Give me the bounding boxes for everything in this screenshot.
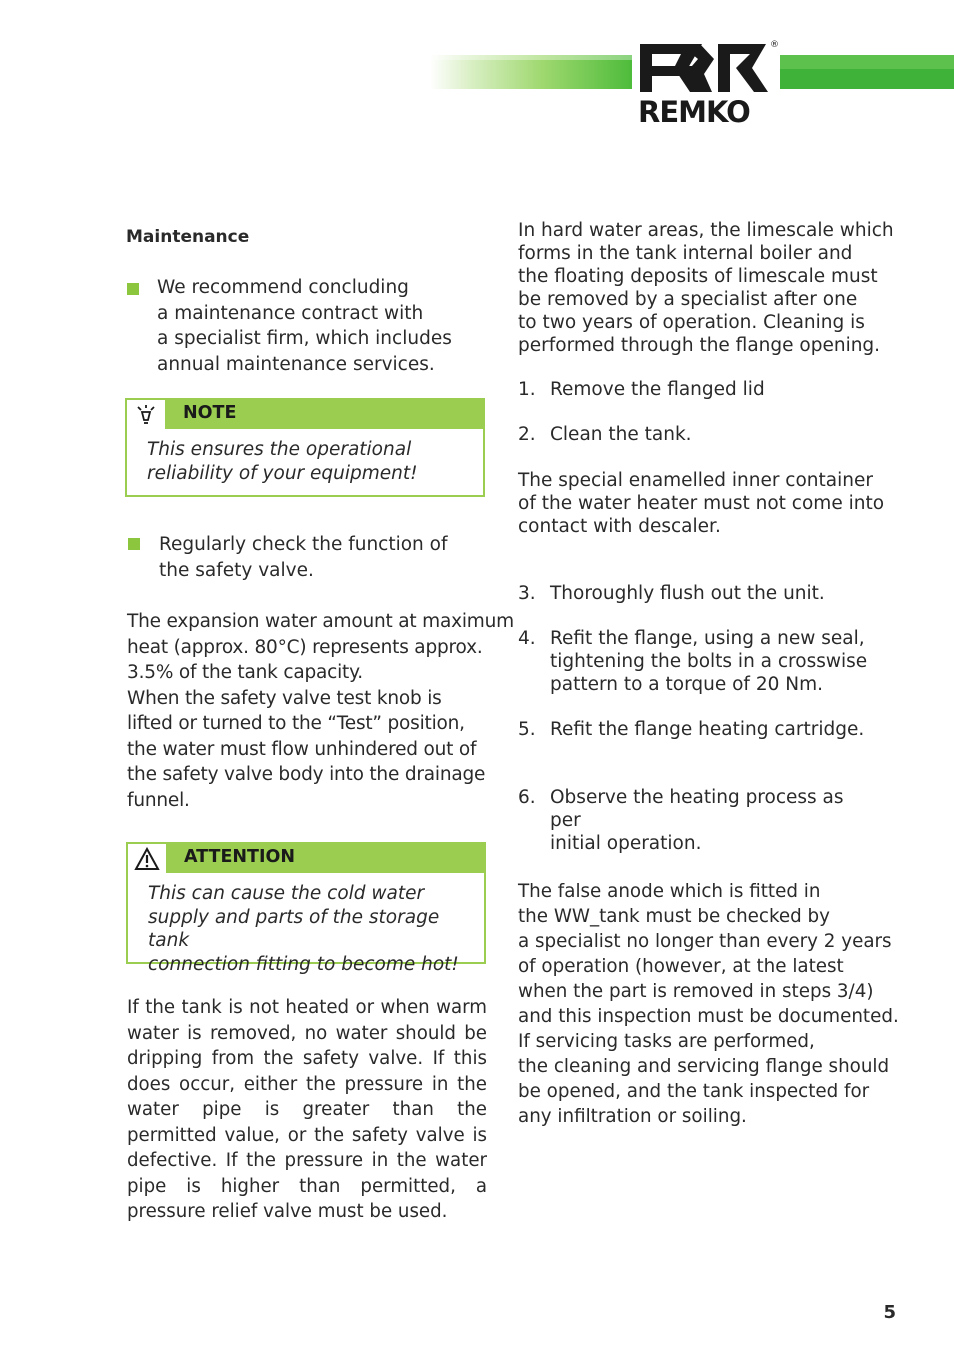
step-text: Observe the heating process as per initial operation.: [550, 787, 844, 854]
step-text: Thoroughly flush out the unit.: [550, 583, 825, 604]
remko-logo: [632, 40, 780, 130]
step-item: [518, 718, 878, 742]
step-number: 1.: [518, 379, 536, 400]
remko-logo-wordmark: REMKO: [638, 95, 750, 129]
header-solid-stripe: [772, 55, 954, 89]
warning-triangle-icon: [128, 844, 168, 873]
header-gradient-stripe: [430, 55, 634, 89]
note-body: This ensures the operational reliability of your equipment!: [147, 439, 418, 484]
enamel-paragraph: The special enamelled inner container of the water heater must not come into contact with descaler.: [518, 470, 885, 537]
note-box: [125, 398, 485, 497]
page-number: 5: [883, 1302, 896, 1323]
expansion-water-paragraph: The expansion water amount at maximum heat (approx. 80°C) represents approx. 3.5% of the tank capacity. When the safety valve test knob is lifted or turned to the “Test” position, the water must flow unhindered out of the safety valve body into the drainage funnel.: [127, 611, 514, 811]
note-header: [127, 400, 483, 429]
bullet-marker: [128, 538, 140, 550]
step-item: [518, 423, 878, 447]
step-text: Clean the tank.: [550, 424, 692, 445]
step-number: 3.: [518, 583, 536, 604]
attention-box: [126, 842, 486, 975]
false-anode-paragraph: The false anode which is fitted in the WW_tank must be checked by a specialist no longer than every 2 years of operation (however, at the latest when the part is removed in steps 3/4) and this inspection must be documented. If servicing tasks are performed, the cleaning and servicing flange should be opened, and the tank inspected for any infiltration or soiling.: [518, 881, 899, 1127]
lightbulb-icon: [127, 400, 167, 429]
section-heading: Maintenance: [126, 227, 250, 247]
limescale-paragraph: In hard water areas, the limescale which forms in the tank internal boiler and the floating deposits of limescale must be removed by a specialist after one to two years of operation. Cleaning is performed through the flange opening.: [518, 220, 894, 356]
note-title: NOTE: [183, 403, 237, 423]
bullet-text-maintenance-contract: We recommend concluding a maintenance contract with a specialist firm, which includes annual maintenance services.: [157, 277, 452, 375]
step-text: Refit the flange, using a new seal, tightening the bolts in a crosswise pattern to a torque of 20 Nm.: [550, 628, 868, 695]
attention-body: This can cause the cold water supply and parts of the storage tank connection fitting to become hot!: [148, 883, 459, 975]
bullet-marker: [127, 283, 139, 295]
attention-title: ATTENTION: [184, 847, 296, 867]
step-text: Remove the flanged lid: [550, 379, 765, 400]
step-item: [518, 378, 878, 402]
step-number: 5.: [518, 719, 536, 740]
step-text: Refit the flange heating cartridge.: [550, 719, 865, 740]
step-item: [518, 582, 878, 606]
step-number: 4.: [518, 628, 536, 649]
registered-mark: ®: [770, 40, 779, 50]
step-item: [518, 627, 878, 697]
bullet-text-safety-valve: Regularly check the function of the safety valve.: [159, 534, 448, 581]
step-number: 6.: [518, 787, 536, 808]
attention-header: [128, 844, 484, 873]
step-item: [518, 786, 878, 854]
dripping-valve-paragraph: If the tank is not heated or when warm water is removed, no water should be dripping from the safety valve. If this does occur, either the pressure in the water pipe is greater than the permitted value, or the safety valve is defective. If the pressure in the water pipe is higher than permitted, a pressure relief valve must be used.: [127, 997, 487, 1222]
step-number: 2.: [518, 424, 536, 445]
